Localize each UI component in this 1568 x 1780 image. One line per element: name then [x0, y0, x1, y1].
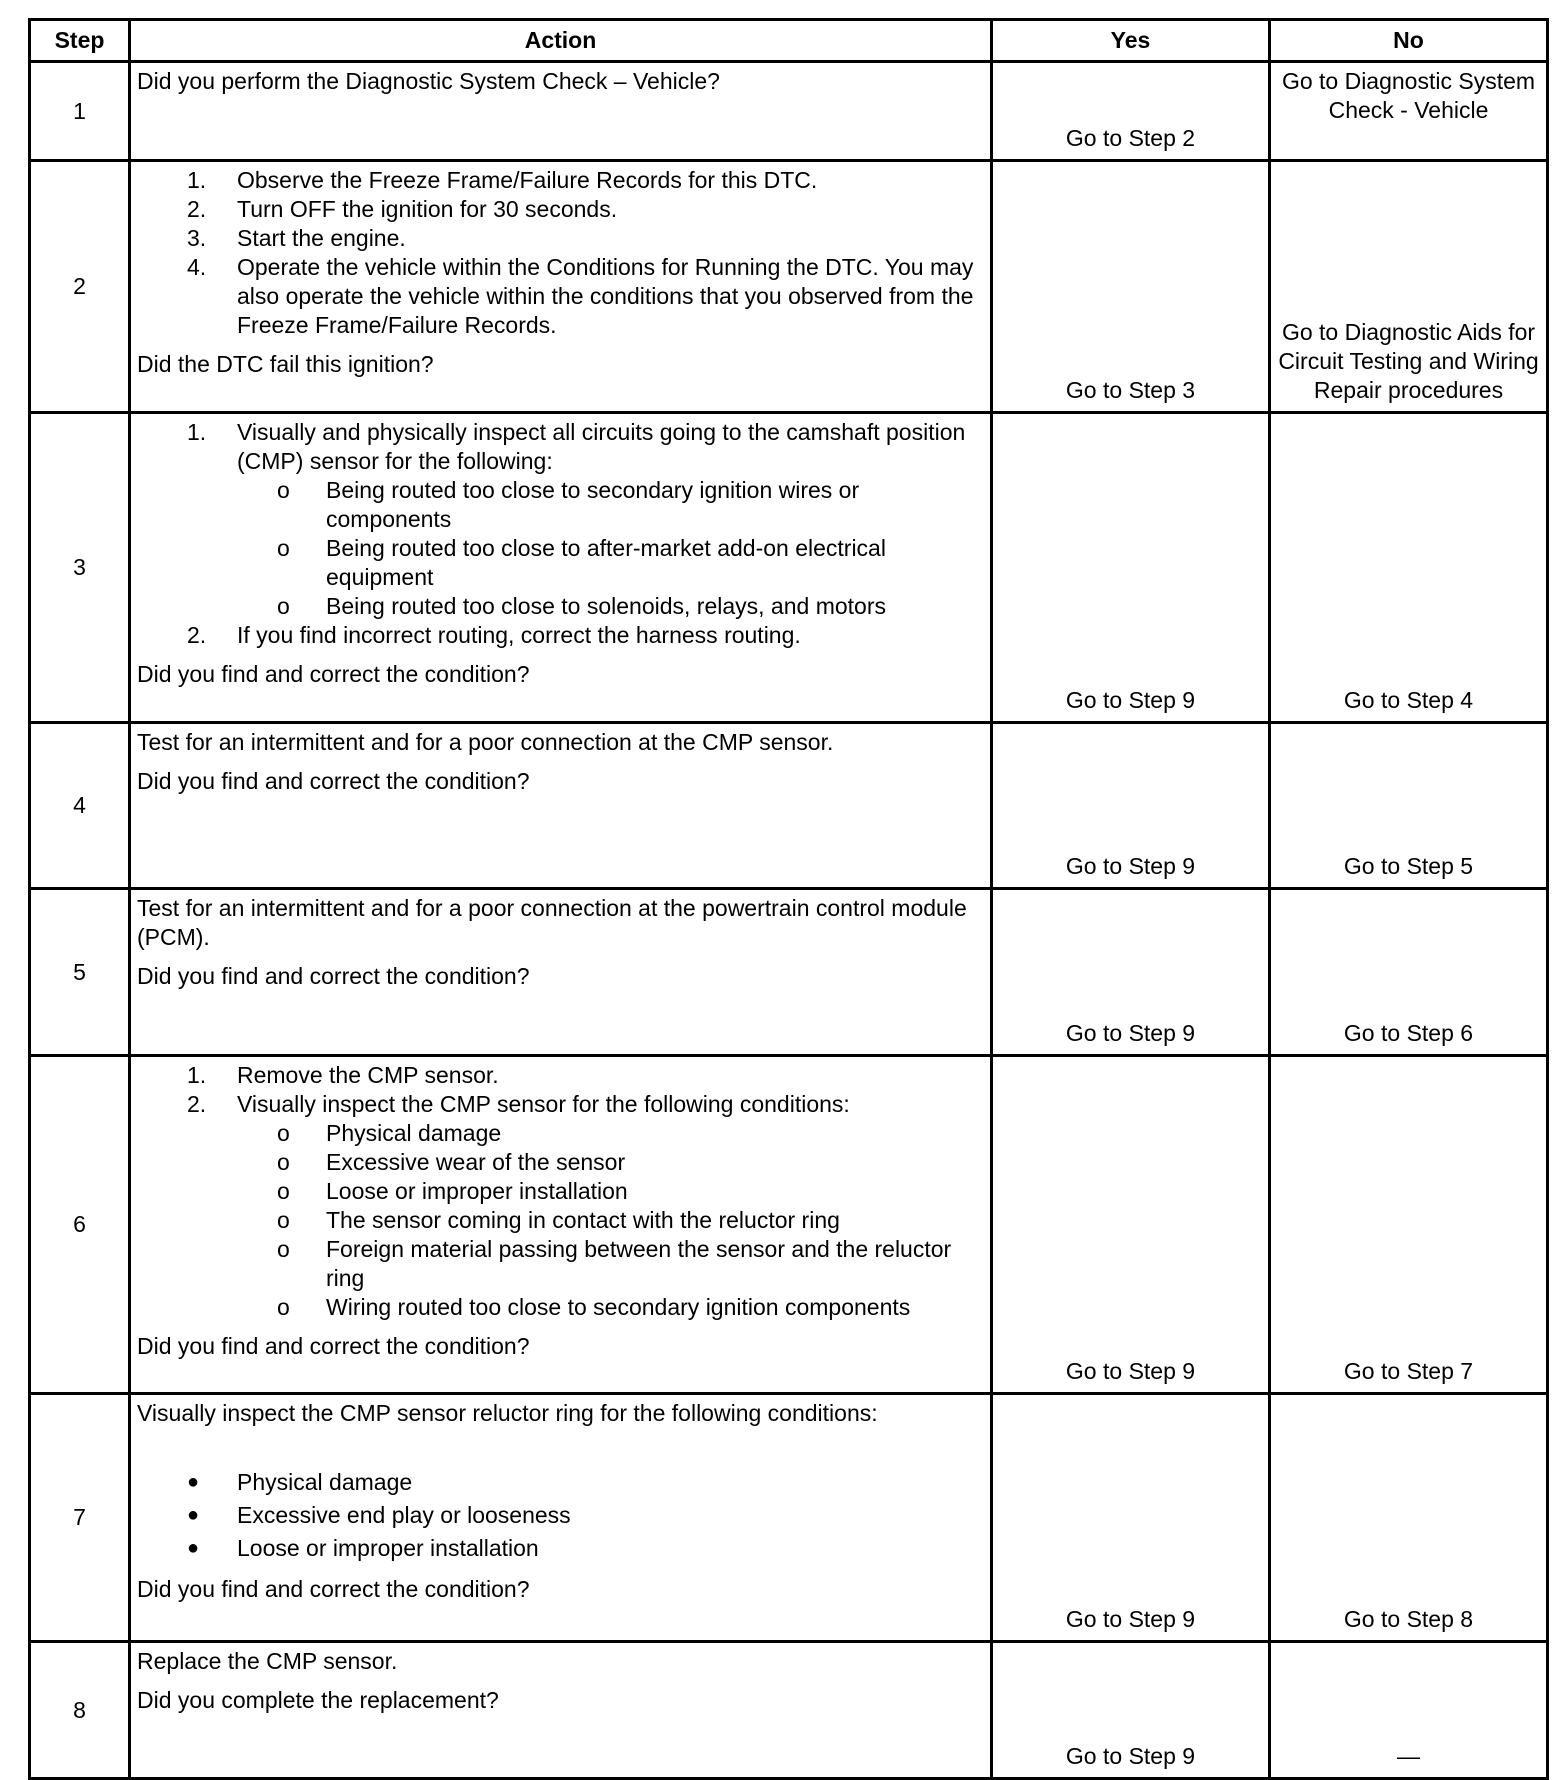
- item-number: 2.: [187, 622, 207, 648]
- question-text: Did you find and correct the condition?: [137, 661, 530, 687]
- list-item: [137, 1061, 984, 1090]
- item-number: 1.: [187, 167, 207, 193]
- item-text: Operate the vehicle within the Conditions for Running the DTC. You may also operate the vehicle within the conditions that you observed from the Freeze Frame/Failure Records.: [237, 254, 974, 338]
- item-text: Observe the Freeze Frame/Failure Records for this DTC.: [237, 167, 818, 193]
- numbered-list: [137, 418, 984, 650]
- no-cell: Go to Diagnostic Aids for Circuit Testing and Wiring Repair procedures: [1270, 161, 1548, 413]
- item-text: Visually and physically inspect all circuits going to the camshaft position (CMP) sensor for the following:: [237, 419, 966, 474]
- yes-cell: Go to Step 9: [992, 413, 1270, 723]
- action-cell: [130, 1056, 992, 1394]
- sub-marker: o: [277, 593, 290, 619]
- table-row: [30, 889, 1548, 1056]
- header-yes: Yes: [992, 20, 1270, 62]
- action-cell: [130, 161, 992, 413]
- step-number: 1: [30, 62, 130, 161]
- sub-item: [137, 534, 984, 592]
- list-item: [137, 418, 984, 621]
- step-number: 3: [30, 413, 130, 723]
- sub-item: [137, 1119, 984, 1148]
- no-cell: Go to Step 8: [1270, 1394, 1548, 1642]
- yes-cell: Go to Step 9: [992, 1394, 1270, 1642]
- no-cell: Go to Step 5: [1270, 723, 1548, 889]
- sub-marker: o: [277, 1178, 290, 1204]
- sub-marker: o: [277, 477, 290, 503]
- sub-list: [137, 476, 984, 621]
- yes-cell: Go to Step 9: [992, 1642, 1270, 1779]
- bullet-text: Physical damage: [237, 1469, 413, 1495]
- sub-item-text: Physical damage: [326, 1120, 502, 1146]
- no-cell: Go to Step 4: [1270, 413, 1548, 723]
- item-text: Turn OFF the ignition for 30 seconds.: [237, 196, 618, 222]
- step-number: 6: [30, 1056, 130, 1394]
- list-item: [137, 224, 984, 253]
- bullet-text: Excessive end play or looseness: [237, 1502, 571, 1528]
- header-action: Action: [130, 20, 992, 62]
- table-row: [30, 723, 1548, 889]
- sub-item-text: Being routed too close to solenoids, relays, and motors: [326, 593, 886, 619]
- yes-cell: Go to Step 9: [992, 723, 1270, 889]
- bullet-item: [137, 1499, 984, 1532]
- action-cell: [130, 889, 992, 1056]
- sub-marker: o: [277, 1120, 290, 1146]
- question-text: Did you find and correct the condition?: [137, 963, 530, 989]
- bullet-text: Loose or improper installation: [237, 1535, 539, 1561]
- bullet-marker: ●: [187, 1471, 200, 1493]
- step-number: 7: [30, 1394, 130, 1642]
- sub-marker: o: [277, 1207, 290, 1233]
- item-number: 2.: [187, 196, 207, 222]
- action-text: Visually inspect the CMP sensor reluctor ring for the following conditions:: [137, 1400, 878, 1426]
- header-row: [30, 20, 1548, 62]
- bullet-list: [137, 1466, 984, 1565]
- sub-list: [137, 1119, 984, 1322]
- item-number: 3.: [187, 225, 207, 251]
- no-cell: —: [1270, 1642, 1548, 1779]
- action-text: Replace the CMP sensor.: [137, 1648, 398, 1674]
- no-cell: Go to Diagnostic System Check - Vehicle: [1270, 62, 1548, 161]
- item-text: Start the engine.: [237, 225, 406, 251]
- table-row: [30, 1056, 1548, 1394]
- sub-item-text: The sensor coming in contact with the reluctor ring: [326, 1207, 840, 1233]
- item-number: 1.: [187, 419, 207, 445]
- sub-item: [137, 1206, 984, 1235]
- sub-marker: o: [277, 1294, 290, 1320]
- sub-item: [137, 476, 984, 534]
- action-cell: [130, 413, 992, 723]
- bullet-marker: ●: [187, 1504, 200, 1526]
- bullet-item: [137, 1532, 984, 1565]
- list-item: [137, 166, 984, 195]
- sub-marker: o: [277, 1149, 290, 1175]
- item-number: 2.: [187, 1091, 207, 1117]
- sub-item-text: Loose or improper installation: [326, 1178, 628, 1204]
- action-cell: [130, 1642, 992, 1779]
- header-step: Step: [30, 20, 130, 62]
- list-item: [137, 195, 984, 224]
- sub-item-text: Being routed too close to after-market add-on electrical equipment: [326, 535, 886, 590]
- step-number: 5: [30, 889, 130, 1056]
- action-text: Test for an intermittent and for a poor connection at the CMP sensor.: [137, 729, 834, 755]
- table-row: [30, 1394, 1548, 1642]
- table-row: [30, 413, 1548, 723]
- numbered-list: [137, 166, 984, 340]
- sub-item: [137, 1148, 984, 1177]
- action-text: Did you perform the Diagnostic System Check – Vehicle?: [137, 68, 720, 94]
- sub-item-text: Foreign material passing between the sensor and the reluctor ring: [326, 1236, 952, 1291]
- question-text: Did you find and correct the condition?: [137, 1333, 530, 1359]
- sub-item: [137, 1177, 984, 1206]
- sub-item: [137, 1293, 984, 1322]
- question-text: Did you find and correct the condition?: [137, 1576, 530, 1602]
- yes-cell: Go to Step 9: [992, 889, 1270, 1056]
- step-number: 8: [30, 1642, 130, 1779]
- item-number: 1.: [187, 1062, 207, 1088]
- numbered-list: [137, 1061, 984, 1322]
- item-text: Visually inspect the CMP sensor for the following conditions:: [237, 1091, 850, 1117]
- question-text: Did you find and correct the condition?: [137, 768, 530, 794]
- sub-item: [137, 1235, 984, 1293]
- sub-marker: o: [277, 535, 290, 561]
- action-cell: [130, 62, 992, 161]
- question-text: Did the DTC fail this ignition?: [137, 351, 434, 377]
- yes-cell: Go to Step 2: [992, 62, 1270, 161]
- list-item: [137, 253, 984, 340]
- item-text: Remove the CMP sensor.: [237, 1062, 499, 1088]
- list-item: [137, 621, 984, 650]
- sub-marker: o: [277, 1236, 290, 1262]
- yes-cell: Go to Step 9: [992, 1056, 1270, 1394]
- no-cell: Go to Step 6: [1270, 889, 1548, 1056]
- action-text: Test for an intermittent and for a poor connection at the powertrain control module (PCM).: [137, 895, 967, 950]
- table-row: [30, 1642, 1548, 1779]
- sub-item-text: Wiring routed too close to secondary ignition components: [326, 1294, 911, 1320]
- diagnostic-table: [28, 18, 1549, 1780]
- table-row: [30, 161, 1548, 413]
- yes-cell: Go to Step 3: [992, 161, 1270, 413]
- question-text: Did you complete the replacement?: [137, 1687, 499, 1713]
- action-cell: [130, 1394, 992, 1642]
- sub-item-text: Being routed too close to secondary ignition wires or components: [326, 477, 860, 532]
- bullet-item: [137, 1466, 984, 1499]
- table-row: [30, 62, 1548, 161]
- bullet-marker: ●: [187, 1537, 200, 1559]
- step-number: 2: [30, 161, 130, 413]
- sub-item: [137, 592, 984, 621]
- sub-item-text: Excessive wear of the sensor: [326, 1149, 626, 1175]
- item-text: If you find incorrect routing, correct the harness routing.: [237, 622, 801, 648]
- list-item: [137, 1090, 984, 1322]
- header-no: No: [1270, 20, 1548, 62]
- step-number: 4: [30, 723, 130, 889]
- action-cell: [130, 723, 992, 889]
- no-cell: Go to Step 7: [1270, 1056, 1548, 1394]
- item-number: 4.: [187, 254, 207, 280]
